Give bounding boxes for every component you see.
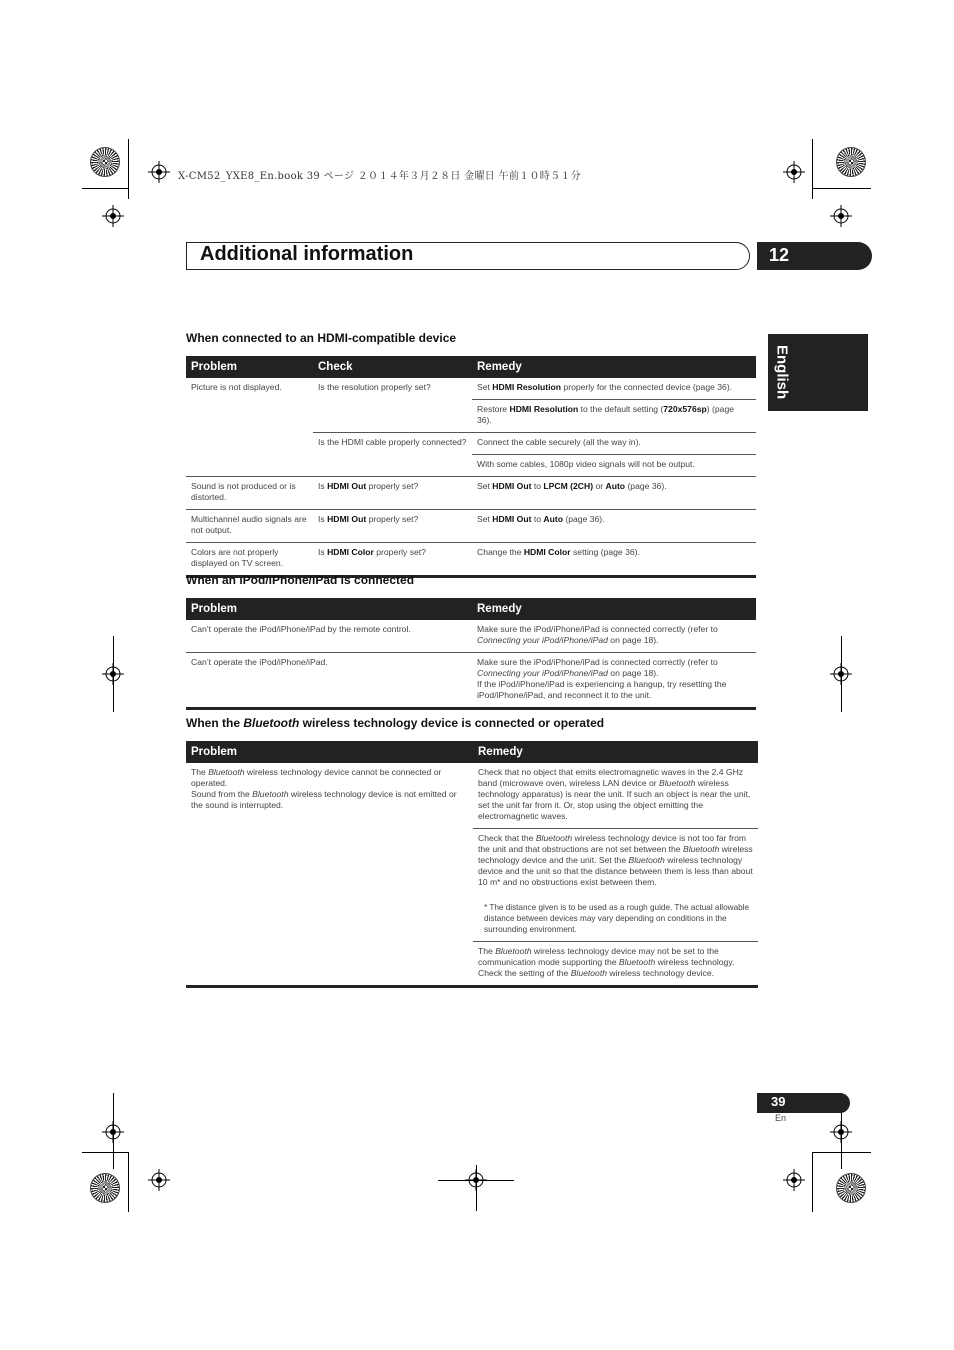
chapter-number: 12 [769, 245, 790, 265]
table-header-row [186, 598, 756, 620]
check-cell: Is HDMI Color properly set? [313, 543, 472, 577]
remedy-cell: The Bluetooth wireless technology device may not be set to the communication mode supporting the Bluetooth wireless technology. Check the setting of the Bluetooth wireless technology device. [473, 942, 758, 987]
column-header-problem: Problem [186, 741, 473, 763]
table-row [186, 543, 756, 577]
check-cell: Is the HDMI cable properly connected? [313, 433, 472, 477]
table-row [186, 510, 756, 543]
remedy-cell: Set HDMI Out to Auto (page 36). [472, 510, 756, 543]
table-header-row [186, 356, 756, 378]
color-target-icon [836, 1173, 866, 1203]
table-header-row [186, 741, 758, 763]
column-header-remedy: Remedy [473, 741, 758, 763]
check-cell: Is HDMI Out properly set? [313, 510, 472, 543]
check-cell: Is the resolution properly set? [313, 378, 472, 433]
check-cell: Is HDMI Out properly set? [313, 477, 472, 510]
registration-mark-icon [102, 1121, 124, 1143]
page-title: Additional information [200, 243, 414, 265]
page-language-code: En [775, 1113, 787, 1123]
language-tab [768, 334, 868, 411]
problem-cell: Colors are not properly displayed on TV screen. [186, 543, 313, 577]
remedy-cell: Set HDMI Out to LPCM (2CH) or Auto (page 36). [472, 477, 756, 510]
section-title-hdmi: When connected to an HDMI-compatible device [186, 331, 457, 345]
section-title-bluetooth: When the Bluetooth wireless technology device is connected or operated [186, 716, 605, 730]
column-header-problem: Problem [186, 356, 313, 378]
registration-mark-icon [830, 205, 852, 227]
problem-cell: Can’t operate the iPod/iPhone/iPad. [186, 653, 472, 709]
page-number: 39 [771, 1094, 786, 1109]
chapter-badge [757, 242, 872, 270]
remedy-cell: Connect the cable securely (all the way in). [472, 433, 756, 455]
table-row [186, 653, 756, 709]
table-row [186, 378, 756, 400]
remedy-cell: Set HDMI Resolution properly for the connected device (page 36). [472, 378, 756, 400]
hdmi-troubleshooting-table [186, 356, 756, 578]
table-row [186, 477, 756, 510]
page-number-badge [757, 1093, 850, 1113]
registration-mark-icon [830, 663, 852, 685]
registration-mark-icon [783, 1169, 805, 1191]
remedy-cell: Restore HDMI Resolution to the default setting (720x576sp) (page 36). [472, 400, 756, 433]
remedy-cell: Make sure the iPod/iPhone/iPad is connected correctly (refer to Connecting your iPod/iPhone/iPad on page 18). [472, 620, 756, 653]
section-title-ipod: When an iPod/iPhone/iPad is connected [186, 573, 415, 587]
registration-mark-icon [148, 161, 170, 183]
table-row [186, 763, 758, 829]
registration-mark-icon [148, 1169, 170, 1191]
remedy-cell: Change the HDMI Color setting (page 36). [472, 543, 756, 577]
problem-cell: Picture is not displayed. [186, 378, 313, 477]
ipod-troubleshooting-table [186, 598, 756, 710]
color-target-icon [90, 147, 120, 177]
color-target-icon [836, 147, 866, 177]
remedy-cell: Make sure the iPod/iPhone/iPad is connected correctly (refer to Connecting your iPod/iPhone/iPad on page 18). If the iPod/iPhone/iPad is experiencing a hangup, try resetting the iPod/iPhone/iPad, and reconnect it to the unit. [472, 653, 756, 709]
column-header-remedy: Remedy [472, 356, 756, 378]
registration-mark-icon [102, 663, 124, 685]
remedy-cell: Check that the Bluetooth wireless technology device is not too far from the unit and that obstructions are not set between the Bluetooth wireless technology device and the unit. Set the Bluetooth wireless technology device and the unit so that the distance between them is less than about 10 m* and no obstructions exist between them. * The distance given is to be used as a rough guide. The actual allowable distance between devices may vary depending on conditions in the surrounding environment. [473, 829, 758, 942]
print-info-line: X-CM52_YXE8_En.book 39 ページ ２０１４年３月２８日 金曜日 午前１０時５１分 [178, 171, 581, 182]
column-header-check: Check [313, 356, 472, 378]
table-row [186, 620, 756, 653]
bluetooth-troubleshooting-table [186, 741, 758, 988]
language-label: English [773, 345, 791, 400]
registration-mark-icon [830, 1121, 852, 1143]
column-header-problem: Problem [186, 598, 472, 620]
remedy-cell: With some cables, 1080p video signals will not be output. [472, 455, 756, 477]
problem-cell: The Bluetooth wireless technology device cannot be connected or operated. Sound from the Bluetooth wireless technology device is not emitted or the sound is interrupted. [186, 763, 473, 987]
distance-footnote: * The distance given is to be used as a rough guide. The actual allowable distance between devices may vary depending on conditions in the surrounding environment. [484, 903, 750, 934]
problem-cell: Multichannel audio signals are not output. [186, 510, 313, 543]
problem-cell: Can’t operate the iPod/iPhone/iPad by the remote control. [186, 620, 472, 653]
registration-mark-icon [783, 161, 805, 183]
registration-mark-icon [102, 205, 124, 227]
remedy-cell: Check that no object that emits electromagnetic waves in the 2.4 GHz band (microwave oven, wireless LAN device or Bluetooth wireless technology apparatus) is near the unit. If such an object is near the unit, set the unit far from it. Or, stop using the object emitting the electromagnetic waves. [473, 763, 758, 829]
registration-mark-icon [465, 1169, 487, 1191]
problem-cell: Sound is not produced or is distorted. [186, 477, 313, 510]
color-target-icon [90, 1173, 120, 1203]
column-header-remedy: Remedy [472, 598, 756, 620]
